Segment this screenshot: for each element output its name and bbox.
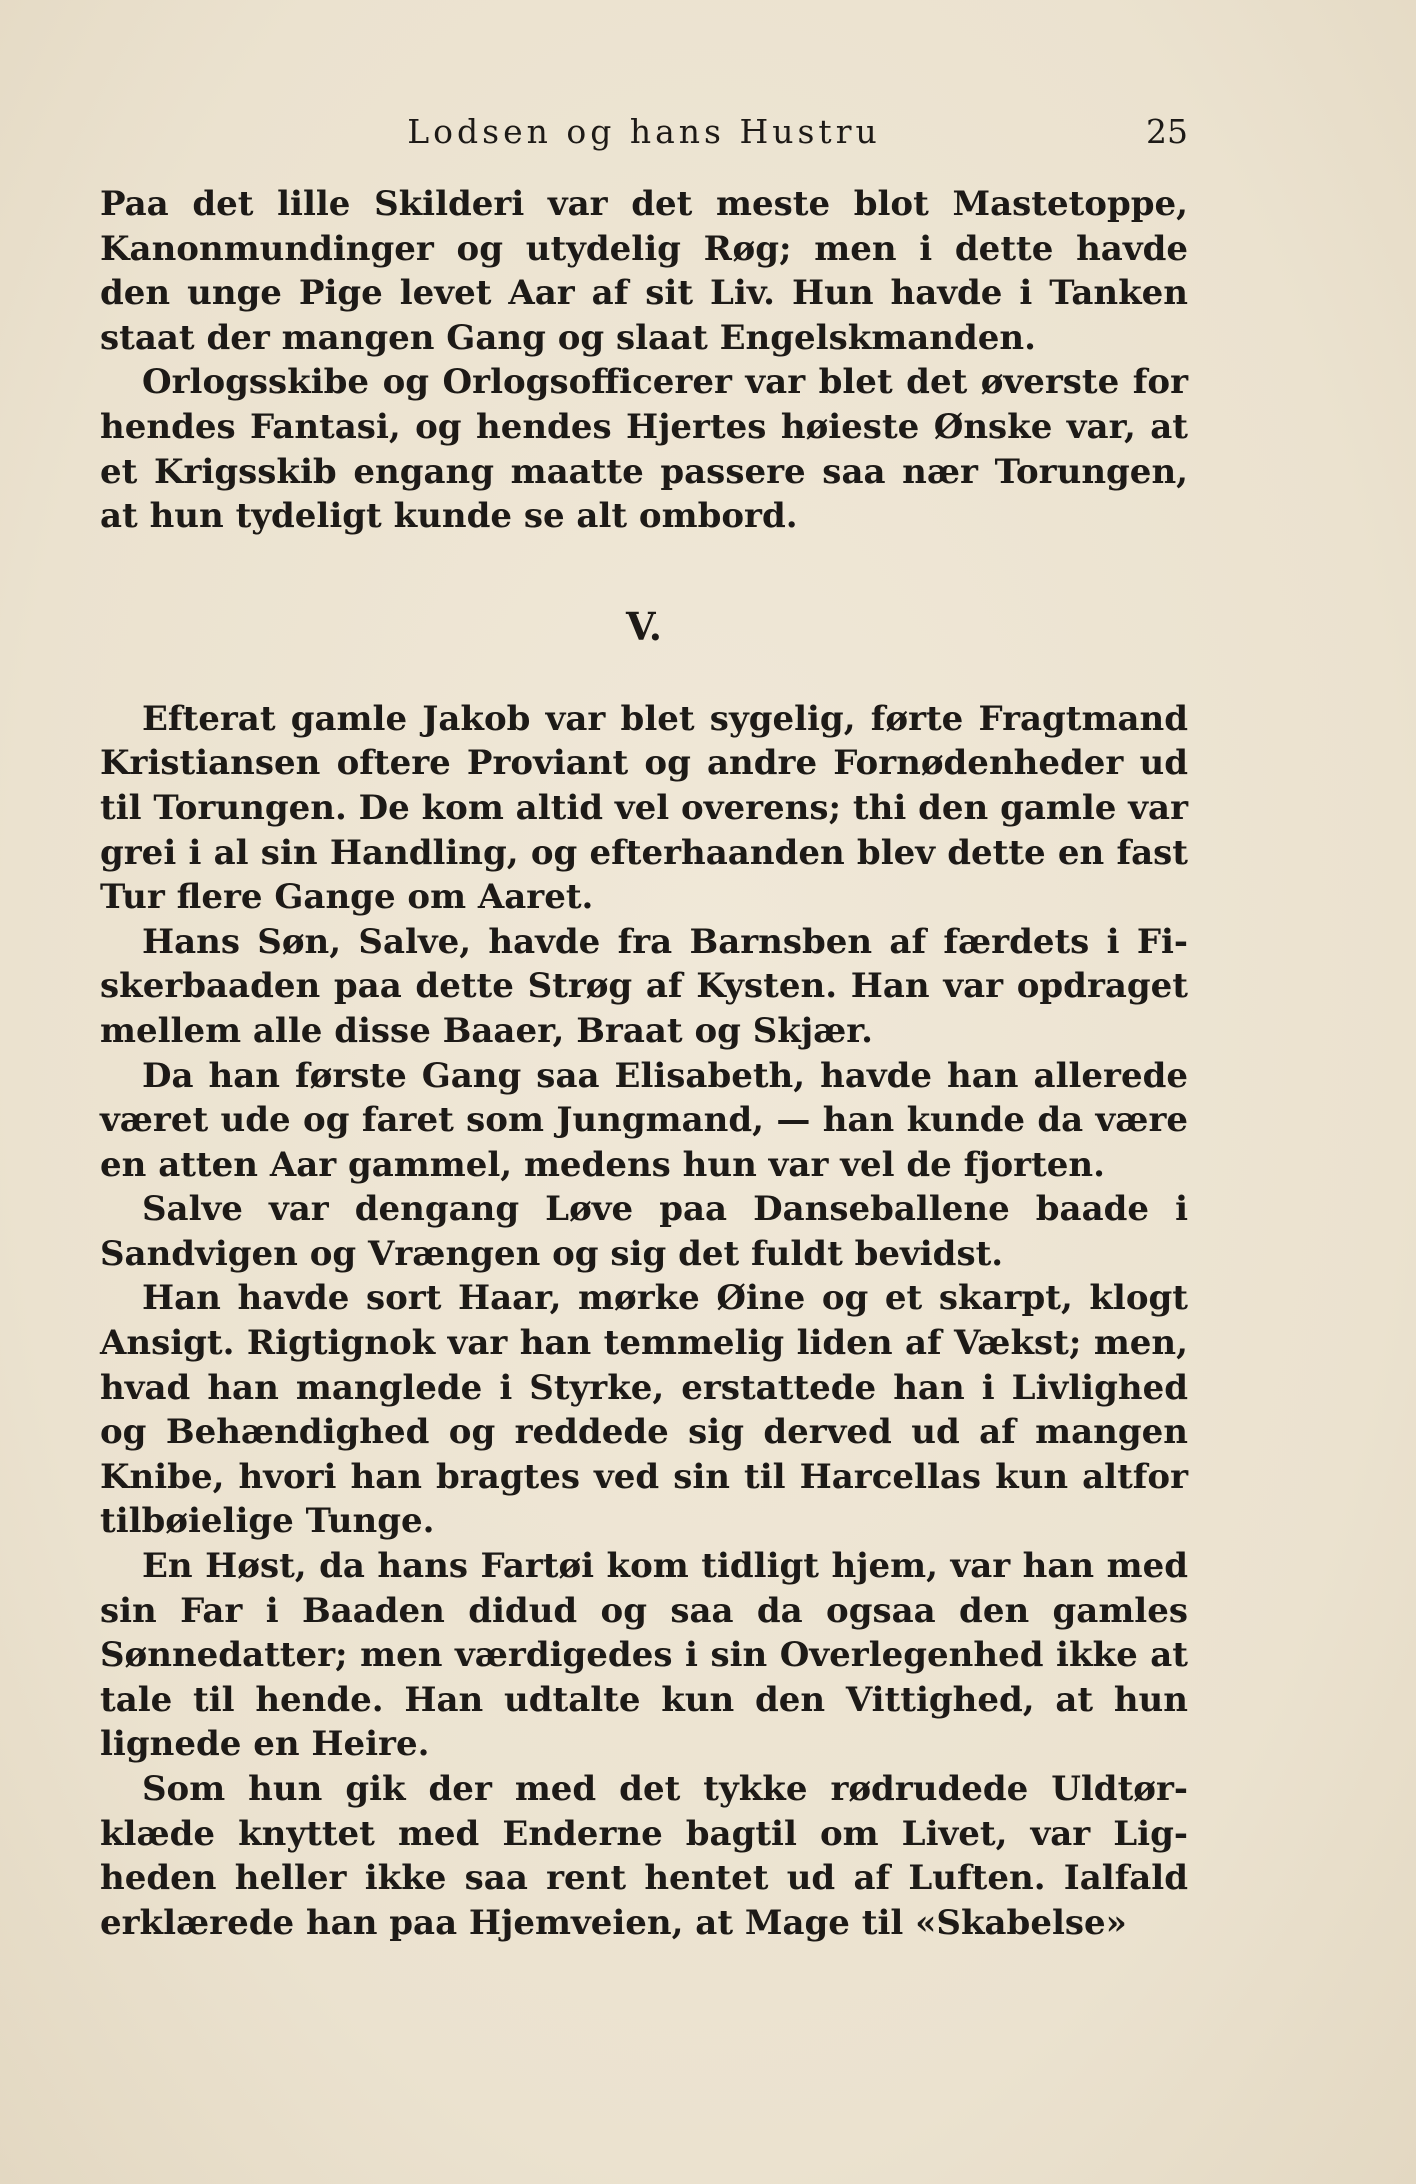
chapter-heading: V. [625,603,663,649]
running-title: Lodsen og hans Hustru [407,112,881,151]
paragraph: Paa det lille Skilderi var det meste blot Mastetoppe, Kanonmundinger og utydelig Røg; men i dette havde den unge Pige levet Aar af sit Liv. Hun havde i Tanken staat der mangen Gang og slaat Engelskmanden. [100,184,1188,358]
page-header [100,108,1188,156]
paragraph: Da han første Gang saa Elisabeth, havde han allerede været ude og faret som Jungmand, — han kunde da være en atten Aar gammel, medens hun var vel de fjorten. [100,1055,1188,1185]
paragraph: En Høst, da hans Fartøi kom tidligt hjem, var han med sin Far i Baaden didud og saa da ogsaa den gamles Sønnedatter; men værdigedes i sin Overlegenhed ikke at tale til hende. Han udtalte kun den Vittighed, at hun lignede en Heire. [100,1546,1188,1765]
body-text [100,182,1188,1945]
page-number: 25 [1146,112,1188,151]
paragraph: Efterat gamle Jakob var blet sygelig, førte Fragtmand Kristiansen oftere Proviant og andre Fornødenheder ud til Torungen. De kom altid vel overens; thi den gamle var grei i al sin Handling, og efterhaanden blev dette en fast Tur flere Gange om Aaret. [100,698,1188,918]
paragraph: Orlogsskibe og Orlogsofficerer var blet det øverste for hendes Fantasi, og hendes Hjertes høieste Ønske var, at et Krigsskib engang maatte passere saa nær Torungen, at hun tydeligt kunde se alt ombord. [100,362,1188,537]
paragraph: Han havde sort Haar, mørke Øine og et skarpt, klogt Ansigt. Rigtignok var han temmelig liden af Vækst; men, hvad han manglede i Styrke, erstattede han i Livlighed og Behændighed og reddede sig derved ud af mangen Knibe, hvori han bragtes ved sin til Harcellas kun altfor tilbøielige Tunge. [100,1278,1188,1542]
paragraph: Hans Søn, Salve, havde fra Barnsben af færdets i Fiskerbaaden paa dette Strøg af Kysten. Han var opdraget mellem alle disse Baaer, Braat og Skjær. [100,921,1188,1051]
paragraph: Salve var dengang Løve paa Danseballene baade i Sandvigen og Vrængen og sig det fuldt bevidst. [100,1189,1188,1274]
paragraph: Som hun gik der med det tykke rødrudede Uldtørklæde knyttet med Enderne bagtil om Livet, var Ligheden heller ikke saa rent hentet ud af Luften. Ialfald erklærede han paa Hjemveien, at Mage til «Skabelse» [100,1769,1188,1943]
